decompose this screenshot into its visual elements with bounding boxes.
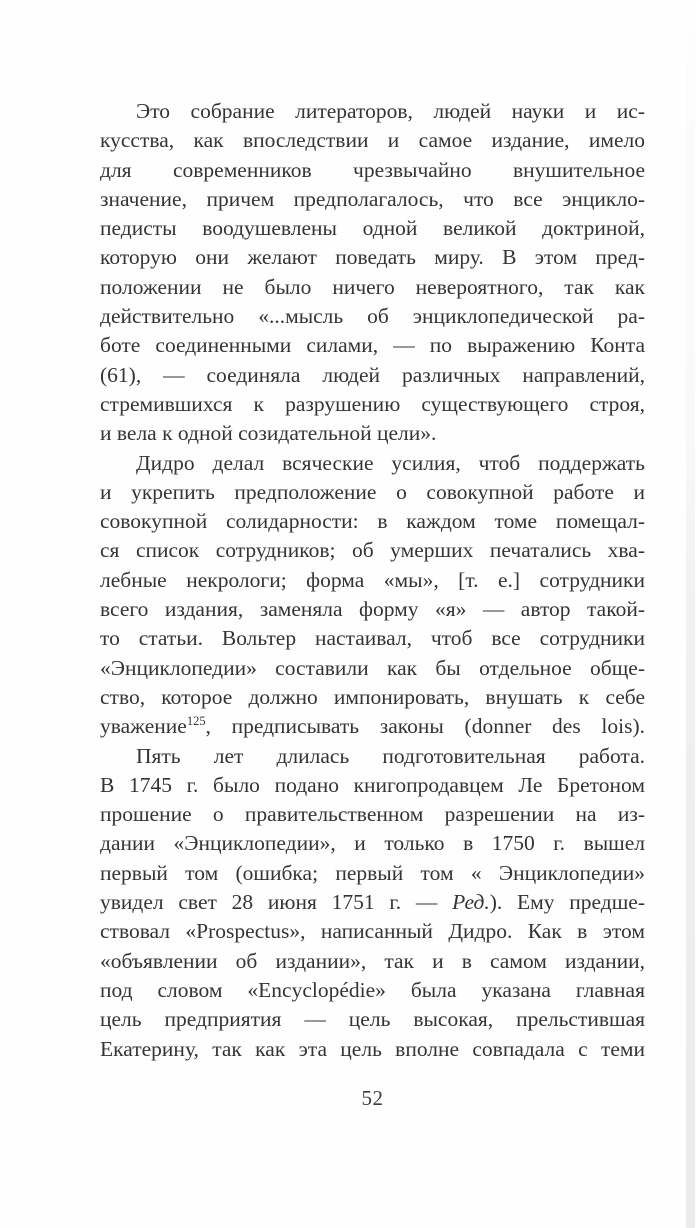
text-line: ство, которое должно импонировать, внушать к себе	[100, 684, 645, 709]
text-line: совокупной солидарности: в каждом томе помещал-	[100, 509, 645, 534]
text-line: которую они желают поведать миру. В этом пред-	[100, 245, 645, 270]
text-line: и вела к одной созидательной цели».	[100, 421, 437, 446]
text-line: кусства, как впоследствии и самое издание, имело	[100, 128, 645, 153]
text-line: дании «Энциклопедии», и только в 1750 г. вышел	[100, 831, 645, 856]
text-line: цель предприятия — цель высокая, прельстившая	[100, 1007, 645, 1032]
text-line: боте соединенными силами, — по выражению Конта	[100, 333, 645, 358]
text-line: В 1745 г. было подано книгопродавцем Ле Бретоном	[100, 772, 645, 797]
text-line: для современников чрезвычайно внушительное	[100, 157, 645, 182]
text-line: прошение о правительственном разрешении на из-	[100, 802, 645, 827]
text-line: всего издания, заменяла форму «я» — автор такой-	[100, 597, 645, 622]
text-line: положении не было ничего невероятного, так как	[100, 274, 645, 299]
text-line: и укрепить предположение о совокупной работе и	[100, 479, 645, 504]
text-line: ствовал «Prospectus», написанный Дидро. Как в этом	[100, 919, 645, 944]
text-line: ся список сотрудников; об умерших печатались хва-	[100, 538, 645, 563]
text-line: действительно «...мысль об энциклопедической ра-	[100, 304, 645, 329]
text-line: лебные некрологи; форма «мы», [т. е.] сотрудники	[100, 567, 645, 592]
text-line: под словом «Encyclopédie» была указана главная	[100, 977, 645, 1002]
text-line: «Энциклопедии» составили как бы отдельное обще-	[100, 655, 645, 680]
text-line: стремившихся к разрушению существующего строя,	[100, 391, 645, 416]
text-line: увидел свет 28 июня 1751 г. — Ред.). Ему предше-	[100, 890, 645, 915]
scan-edge-artifact	[686, 0, 695, 1228]
page-text	[100, 97, 645, 1064]
text-line: (61), — соединяла людей различных направлений,	[100, 362, 645, 387]
text-line: Екатерину, так как эта цель вполне совпадала с теми	[100, 1036, 645, 1061]
text-line: Это собрание литераторов, людей науки и ис-	[136, 99, 645, 123]
editorial-note: Ред.	[452, 890, 490, 915]
page-number: 52	[361, 1086, 384, 1110]
text-line: Пять лет длилась подготовительная работа.	[136, 743, 645, 768]
text-line: то статьи. Вольтер настаивал, чтоб все сотрудники	[100, 626, 645, 651]
text-line: значение, причем предполагалось, что все энцикло-	[100, 186, 645, 211]
text-line: педисты воодушевлены одной великой доктриной,	[100, 216, 645, 241]
footnote-reference: 125	[186, 714, 206, 729]
text-line: уважение$^{125}$, предписывать законы (donner des lois).	[100, 714, 645, 739]
text-line: первый том (ошибка; первый том « Энциклопедии»	[100, 860, 645, 885]
text-line: «объявлении об издании», так и в самом издании,	[100, 948, 645, 973]
text-line: Дидро делал всяческие усилия, чтоб поддержать	[136, 450, 645, 475]
